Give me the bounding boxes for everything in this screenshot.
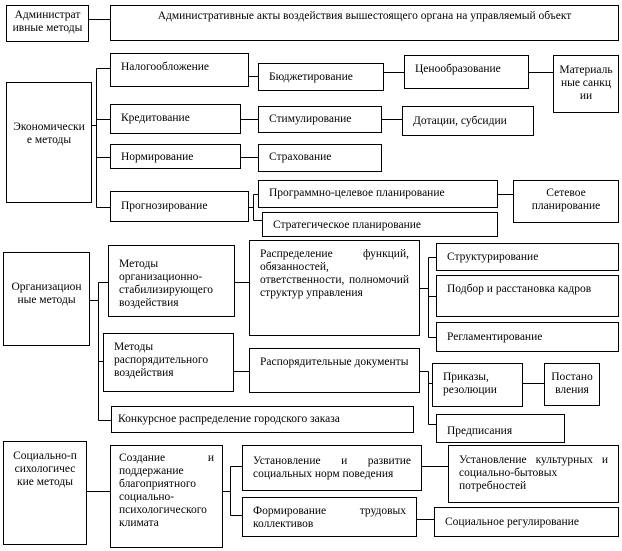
- rationing-box: Нормирование: [110, 144, 241, 169]
- administrative-docs-box: Распорядительные документы: [249, 348, 420, 393]
- collectives-box: Формирование трудовых коллективов: [242, 497, 417, 537]
- network-planning-box: Сетевое планирование: [513, 180, 619, 223]
- crediting-box: Кредитование: [110, 104, 241, 134]
- forecasting-box: Прогнозирование: [110, 191, 249, 222]
- regulating-box: Регламентирование: [436, 322, 619, 352]
- pricing-box: Ценообразование: [404, 55, 529, 89]
- administrative-influence-box: Методы распорядительного воздействия: [103, 333, 234, 392]
- needs-box: Установление культурных и социально-бытовых потребностей: [448, 445, 619, 503]
- material-sanctions-box: Материальные санкции: [553, 55, 619, 113]
- climate-box: Создание и поддержание благоприятного социально-психологического климата: [110, 445, 223, 548]
- taxation-box: Налогообложение: [110, 53, 249, 87]
- social-methods-category: Социально-психологические методы: [3, 441, 87, 545]
- administrative-methods-category: Административные методы: [6, 5, 89, 42]
- orders-resolutions-box: Приказы, резолюции: [432, 363, 523, 407]
- administrative-acts-box: Административные акты воздействия вышестоящего органа на управляемый объект: [110, 5, 619, 41]
- program-planning-box: Программно-целевое планирование: [258, 180, 498, 208]
- stabilizing-methods-box: Методы организационно-стабилизирующего воздействия: [108, 245, 235, 317]
- subsidies-box: Дотации, субсидии: [402, 106, 534, 136]
- insurance-box: Страхование: [258, 144, 382, 172]
- staffing-box: Подбор и расстановка кадров: [436, 275, 619, 317]
- strategic-planning-box: Стратегическое планирование: [262, 212, 498, 237]
- competitive-distribution-box: Конкурсное распределение городского заказа: [111, 406, 414, 433]
- economic-methods-category: Экономические методы: [6, 82, 92, 203]
- resolutions-box: Постановления: [544, 363, 600, 406]
- prescriptions-box: Предписания: [436, 414, 565, 443]
- stimulation-box: Стимулирование: [258, 106, 382, 133]
- functions-distribution-box: Распределение функций, обязанностей, ответственности, полномочий структур управления: [249, 240, 420, 336]
- organizational-methods-category: Организационные методы: [3, 252, 90, 346]
- norms-box: Установление и развитие социальных норм поведения: [242, 445, 422, 491]
- budgeting-box: Бюджетирование: [258, 63, 384, 91]
- social-regulation-box: Социальное регулирование: [434, 507, 619, 537]
- structuring-box: Структурирование: [436, 243, 619, 271]
